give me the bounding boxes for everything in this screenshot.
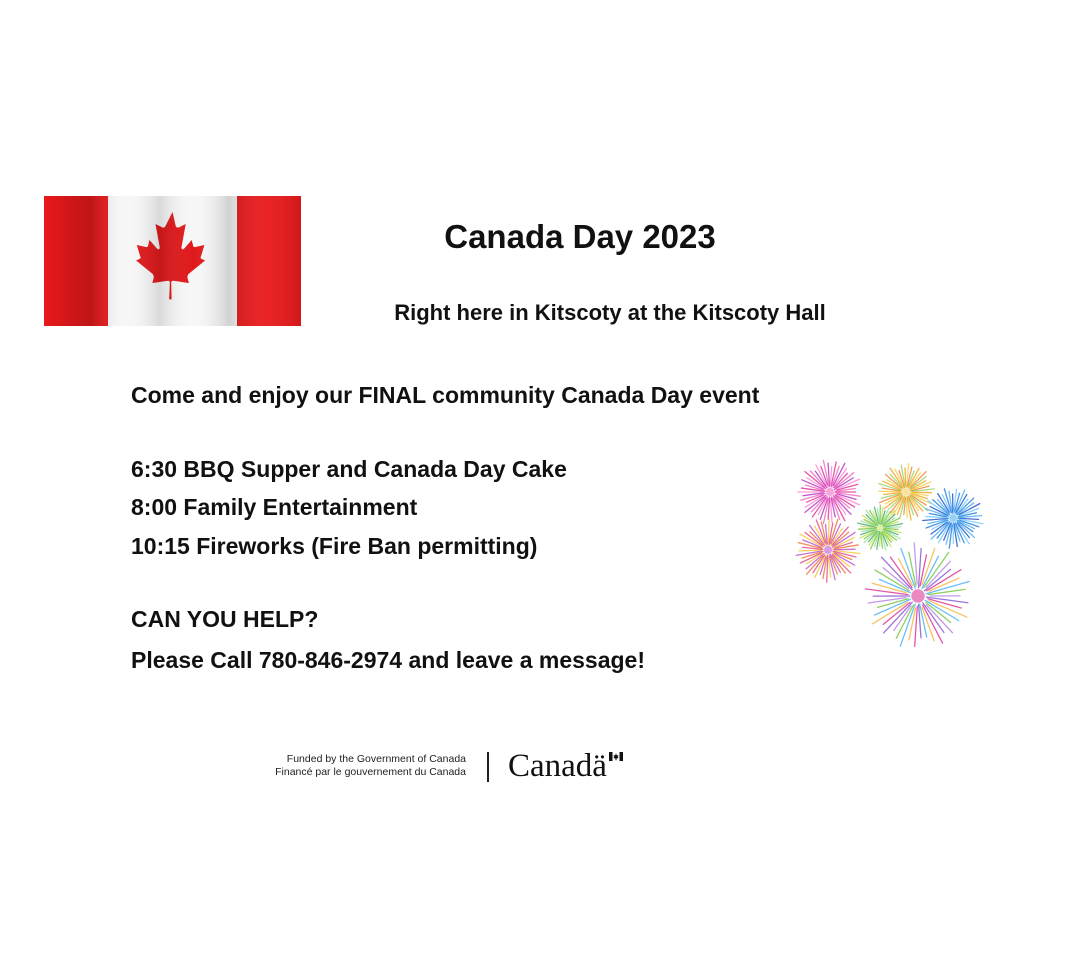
schedule-item: 10:15 Fireworks (Fire Ban permitting) xyxy=(131,533,538,559)
firework-burst xyxy=(865,543,969,646)
maple-leaf-flag-icon xyxy=(44,196,301,326)
canada-flag-image xyxy=(44,196,301,326)
canada-wordmark: Canadä xyxy=(508,748,607,784)
funding-credit-fr: Financé par le gouvernement du Canada xyxy=(275,766,466,778)
firework-burst xyxy=(796,519,860,582)
event-location: Right here in Kitscoty at the Kitscoty Hall xyxy=(394,300,826,325)
schedule-item: 6:30 BBQ Supper and Canada Day Cake xyxy=(131,456,567,482)
help-heading: CAN YOU HELP? xyxy=(131,606,319,632)
funding-credit xyxy=(240,753,466,779)
fireworks-icon xyxy=(788,458,988,654)
schedule-item: 8:00 Family Entertainment xyxy=(131,494,418,520)
firework-burst xyxy=(798,460,861,523)
help-contact: Please Call 780-846-2974 and leave a message! xyxy=(131,647,646,673)
credit-divider xyxy=(487,752,489,782)
event-intro: Come and enjoy our FINAL community Canada Day event xyxy=(131,382,760,408)
fireworks-image xyxy=(788,458,988,654)
firework-burst xyxy=(923,489,983,548)
funding-credit-en: Funded by the Government of Canada xyxy=(286,753,466,765)
event-title: Canada Day 2023 xyxy=(444,218,716,255)
wordmark-flag-icon xyxy=(609,752,623,761)
